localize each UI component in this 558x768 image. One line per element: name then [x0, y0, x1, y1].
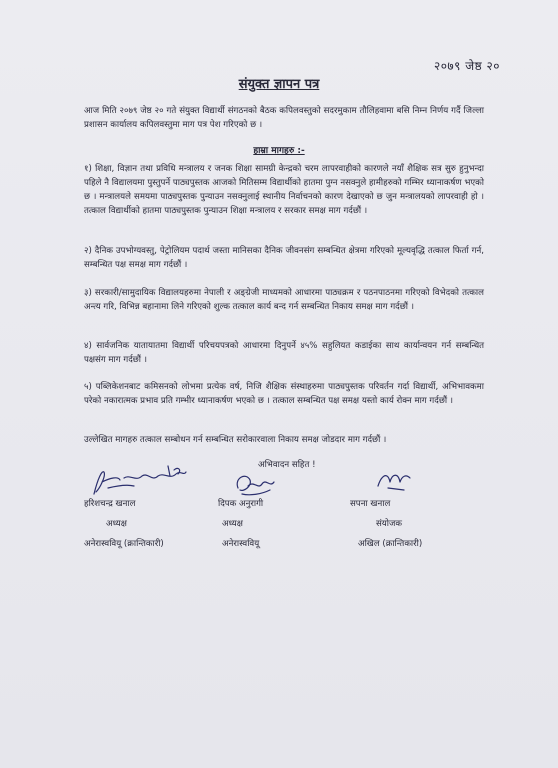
document-title: संयुक्त ज्ञापन पत्र [238, 77, 320, 92]
demand-item-3: ३) सरकारी/सामुदायिक विद्यालयहरुमा नेपाली र अङ्ग्रेजी माध्यमको आधारमा पाठ्यक्रम र पठनपाठनमा गरिएको विभेदको तत्काल अन्त्य गरि, विभिन्न बहानामा लिने गरिएको शुल्क तत्काल कार्य बन्द गर्न सम्बन्धित निकाय समक्ष माग गर्दछौं । [84, 288, 484, 312]
demand-item-5: ५) पब्लिकेशनबाट कमिसनको लोभमा प्रत्येक वर्ष, निजि शैक्षिक संस्थाहरुमा पाठ्यपुस्तक परिवर्तन गर्दा विद्यार्थी, अभिभावकमा परेको नकारात्मक प्रभाव प्रति गम्भीर ध्यानाकर्षण भएको छ । तत्काल सम्बन्धित पक्ष समक्ष यस्तो कार्य रोक्न माग गर्दछौं । [84, 382, 484, 406]
demands-heading: हाम्रा मागहरु :- [253, 146, 305, 156]
greeting: अभिवादन सहित ! [258, 460, 316, 470]
signatory-position-3: संयोजक [376, 519, 402, 529]
signature-1 [90, 460, 190, 500]
signatory-affiliation-1: अनेरास्ववियू (क्रान्तिकारी) [84, 539, 164, 549]
closing-paragraph: उल्लेखित मागहरु तत्काल सम्बोधन गर्न सम्बन्धित सरोकारवाला निकाय समक्ष जोडदार माग गर्दछौं । [84, 435, 387, 445]
signatory-position-1: अध्यक्ष [106, 519, 127, 529]
signature-2 [232, 470, 276, 498]
signatory-position-2: अध्यक्ष [222, 519, 243, 529]
document-date: २०७९ जेष्ठ २० [433, 59, 500, 73]
demand-item-1: १) शिक्षा, विज्ञान तथा प्रविधि मन्त्रालय र जनक शिक्षा सामग्री केन्द्रको चरम लापरवाहीको कारणले नयाँ शैक्षिक सत्र सुरु हुनुभन्दा पहिले नै विद्यालयमा पुस्तुपर्ने पाठ्यपुस्तक आजको मितिसम्म विद्यार्थीको हातमा पुग्न नसक्नुले हामीहरुको गम्भिर ध्यानाकर्षण भएको छ । मन्त्रालयले समयमा पाठ्यपुस्तक पुन्याउन नसक्नुलाई स्थानीय निर्वाचनको कारण देखाएको छ जुन मन्त्रालयको लापरवाही हो । तत्काल विद्यार्थीको हातमा पाठ्यपुस्तक पुन्याउन शिक्षा मन्त्रालय र सरकार समक्ष माग गर्दछौं । [84, 164, 484, 216]
intro-paragraph: आज मिति २०७९ जेष्ठ २० गते संयुक्त विद्यार्थी संगठनको बैठक कपिलवस्तुको सदरमुकाम तौलिहवामा बसि निम्न निर्णय गर्दै जिल्ला प्रशासन कार्यालय कपिलवस्तुमा माग पत्र पेश गरिएको छ । [84, 106, 484, 130]
demand-item-4: ४) सार्वजनिक यातायातमा विद्यार्थी परिचयपत्रको आधारमा दिनुपर्ने ४५% सहुलियत कडाईका साथ कार्यान्वयन गर्न सम्बन्धित पक्षसंग माग गर्दछौं । [84, 341, 484, 365]
signatory-name-1: हरिशचन्द्र खनाल [84, 499, 136, 509]
signatory-affiliation-2: अनेरास्ववियू [222, 539, 260, 549]
signature-3 [374, 468, 414, 494]
signatory-name-2: दिपक अनुरागी [218, 499, 264, 509]
signatory-affiliation-3: अखिल (क्रान्तिकारी) [358, 539, 423, 549]
signatory-name-3: सपना खनाल [350, 499, 391, 509]
demand-item-2: २) दैनिक उपभोग्यवस्तु, पेट्रोलियम पदार्थ जस्ता मानिसका दैनिक जीवनसंग सम्बन्धित क्षेत्रमा गरिएको मूल्यवृद्धि तत्काल फिर्ता गर्न, सम्बन्धित पक्ष समक्ष माग गर्दछौं । [84, 246, 484, 270]
